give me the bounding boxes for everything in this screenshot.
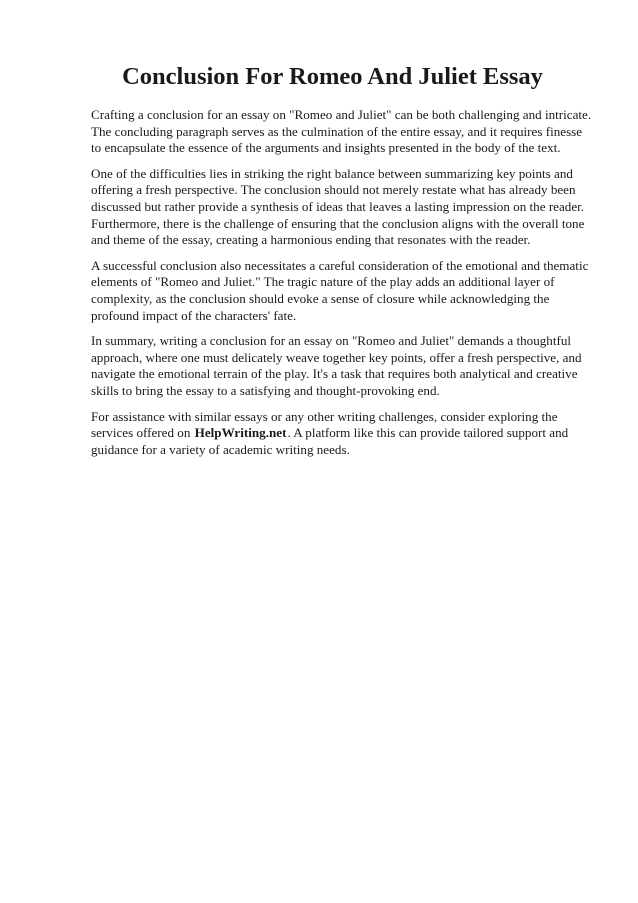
document-title: Conclusion For Romeo And Juliet Essay — [122, 63, 543, 90]
helpwriting-link[interactable]: HelpWriting.net — [194, 425, 287, 441]
closing-text-before: For assistance with similar essays or any other writing challenges, consider exploring the services offered on — [91, 408, 558, 441]
paragraph-closing — [91, 409, 592, 459]
paragraph-difficulties: One of the difficulties lies in striking the right balance between summarizing key points and offering a fresh perspective. The conclusion should not merely restate what has already been discussed but rather provide a synthesis of ideas that leaves a lasting impression on the reader. Furthermore, there is the challenge of ensuring that the conclusion aligns with the overall tone and theme of the essay, creating a harmonious ending that resonates with the reader. — [91, 165, 585, 248]
paragraph-successful-conclusion: A successful conclusion also necessitates a careful consideration of the emotional and thematic elements of "Romeo and Juliet." The tragic nature of the play adds an additional layer of complexity, as the conclusion should evoke a sense of closure while acknowledging the profound impact of the characters' fate. — [91, 257, 589, 323]
paragraph-intro: Crafting a conclusion for an essay on "Romeo and Juliet" can be both challenging and intricate. The concluding paragraph serves as the culmination of the entire essay, and it requires finesse to encapsulate the essence of the arguments and insights presented in the body of the text. — [91, 107, 592, 156]
paragraph-summary: In summary, writing a conclusion for an essay on "Romeo and Juliet" demands a thoughtful approach, where one must delicately weave together key points, offer a fresh perspective, and navigate the emotional terrain of the play. It's a task that requires both analytical and creative skills to bring the essay to a satisfying and thought-provoking end. — [91, 333, 582, 398]
closing-text-after: . A platform like this can provide tailored support and guidance for a variety of academic writing needs. — [91, 425, 569, 457]
